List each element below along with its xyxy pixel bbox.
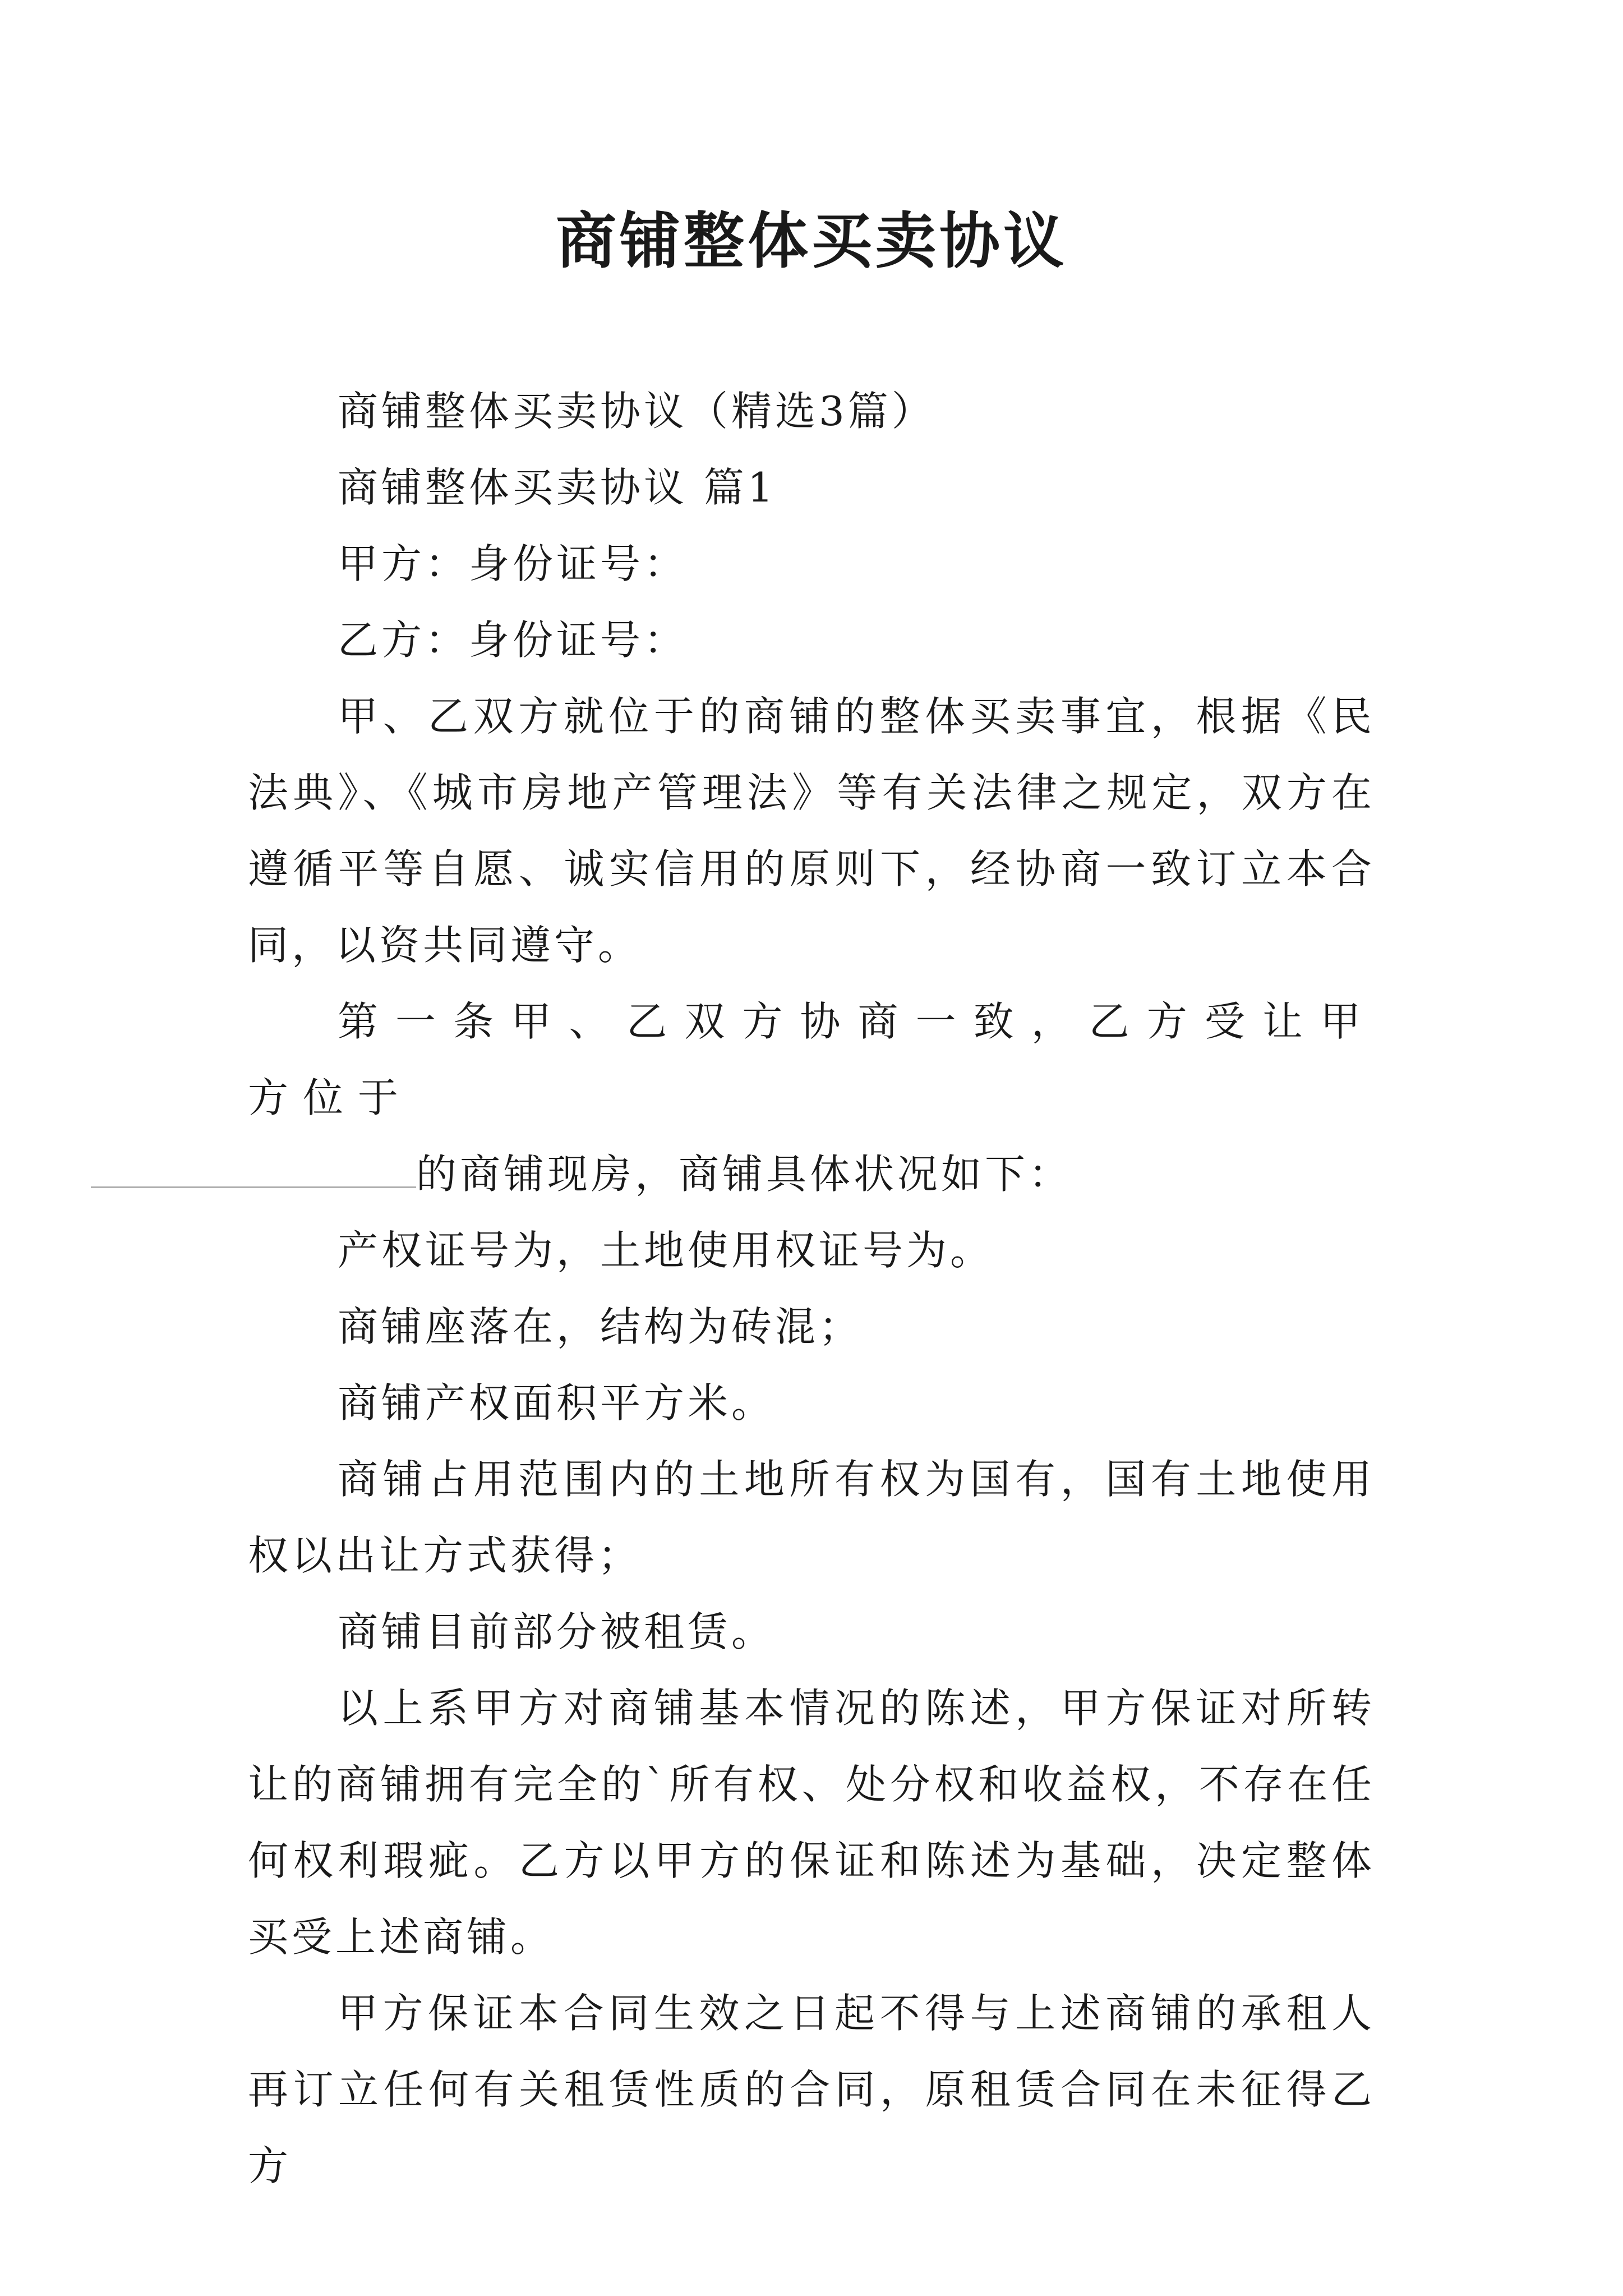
paragraph-article-one-line1: 第一条甲、乙双方协商一致，乙方受让甲方位于	[248, 998, 1375, 1121]
paragraph-party-a: 甲方：身份证号：	[338, 540, 688, 587]
document-body	[248, 373, 1375, 2204]
paragraph-party-b: 乙方：身份证号：	[338, 616, 688, 664]
paragraph-lease-status: 商铺目前部分被租赁。	[338, 1608, 776, 1655]
paragraph-location: 商铺座落在，结构为砖混；	[338, 1303, 863, 1350]
document-title: 商铺整体买卖协议	[555, 206, 1067, 277]
fill-in-blank-line	[91, 1153, 416, 1188]
paragraph-article-one-line2	[248, 1136, 1375, 1212]
paragraph-section-heading: 商铺整体买卖协议 篇1	[338, 464, 777, 511]
paragraph-land-ownership: 商铺占用范围内的土地所有权为国有，国有土地使用权以出让方式获得；	[248, 1456, 1375, 1579]
paragraph-lease-guarantee: 甲方保证本合同生效之日起不得与上述商铺的承租人再订立任何有关租赁性质的合同，原租赁合同在未征得乙方	[248, 1990, 1375, 2189]
paragraph-warranty: 以上系甲方对商铺基本情况的陈述，甲方保证对所转让的商铺拥有完全的`所有权、处分权和收益权，不存在任何权利瑕疵。乙方以甲方的保证和陈述为基础，决定整体买受上述商铺。	[248, 1685, 1375, 1961]
paragraph-property-cert: 产权证号为，土地使用权证号为。	[338, 1227, 994, 1274]
paragraph-area: 商铺产权面积平方米。	[338, 1379, 776, 1427]
article-one-continuation: 的商铺现房，商铺具体状况如下：	[416, 1151, 1073, 1198]
paragraph-subtitle: 商铺整体买卖协议（精选3篇）	[338, 388, 935, 435]
paragraph-preamble: 甲、乙双方就位于的商铺的整体买卖事宜，根据《民法典》、《城市房地产管理法》等有关法律之规定，双方在遵循平等自愿、诚实信用的原则下，经协商一致订立本合同，以资共同遵守。	[248, 693, 1375, 969]
